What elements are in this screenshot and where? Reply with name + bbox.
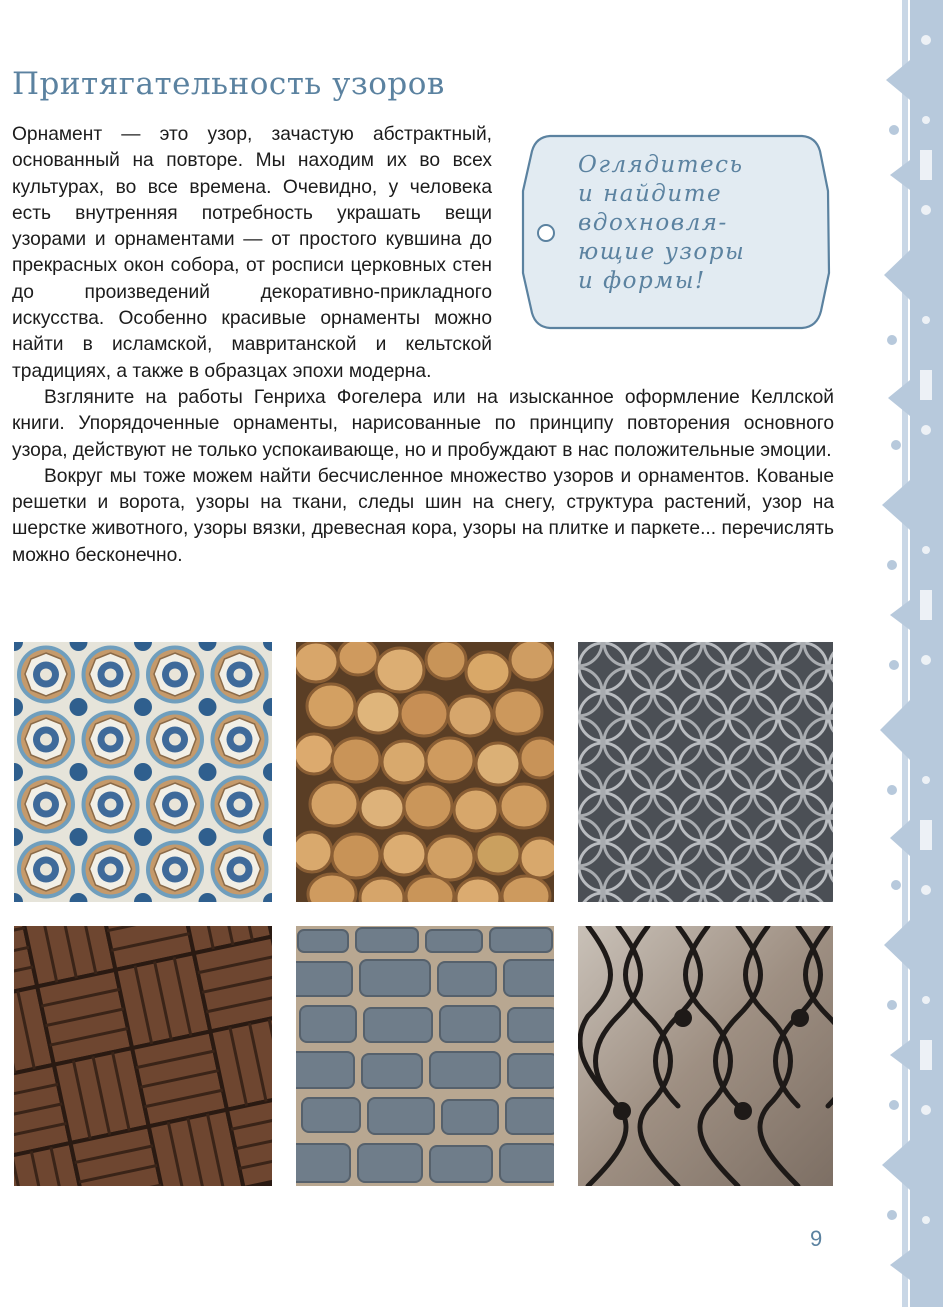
photo-logs — [296, 642, 554, 902]
tag-note — [520, 133, 832, 331]
paragraph-1: Орнамент — это узор, зачастую абстрактный, основанный на повторе. Мы находим их во всех культурах, во все времена. Очевидно, у человека есть внутренняя потребность украшать вещи узорами и орнаментами — от простого кувшина до прекрасных окон собора, от росписи церковных стен до произведений декоративно-прикладного искусства. Особенно красивые орнаменты можно найти в исламской, мавританской и кельтской традициях, а также в образцах эпохи модерна. — [12, 124, 492, 382]
photo-iron-fence — [578, 926, 833, 1186]
page-title: Притягательность узоров — [12, 66, 445, 102]
paragraph-3: Вокруг мы тоже можем найти бесчисленное множество узоров и орнаментов. Кованые решетки и ворота, узоры на ткани, следы шин на снегу, структура растений, узор на шерстке животного, узоры вязки, древесная кора, узоры на плитке и паркете... перечислять можно бесконечно. — [12, 465, 834, 566]
tag-hole-icon — [538, 225, 554, 241]
decorative-border-icon — [880, 0, 943, 1307]
photo-tiles — [14, 642, 272, 902]
photo-circle-grille — [578, 642, 833, 902]
photo-cobblestones — [296, 926, 554, 1186]
paragraph-2: Взгляните на работы Генриха Фогелера или на изысканное оформление Келлской книги. Упорядоченные орнаменты, нарисованные по принципу повторения основного узора, действуют не только успокаивающе, но и пробуждают в нас положительные эмоции. — [12, 386, 834, 461]
page-number: 9 — [810, 1226, 823, 1251]
note-text: Оглядитесь и найдите вдохновля- ющие узоры и формы! — [578, 152, 746, 294]
photo-parquet — [14, 926, 272, 1186]
